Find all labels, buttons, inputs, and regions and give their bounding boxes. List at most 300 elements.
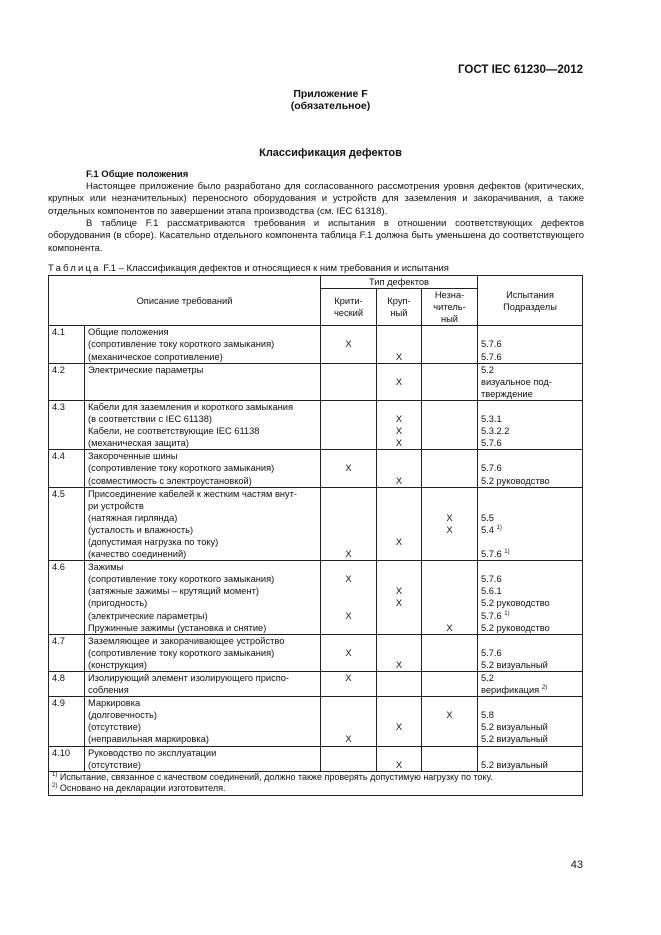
test-reference — [481, 697, 579, 709]
table-caption-text: F.1 – Классификация дефектов и относящиеся к ним требования и испытания — [100, 263, 449, 274]
test-reference — [481, 585, 579, 597]
critical-mark — [324, 721, 373, 733]
requirement-line-text: Кабели для заземления и короткого замыкания — [88, 401, 294, 412]
requirement-line — [88, 425, 317, 437]
critical-mark — [324, 759, 373, 771]
requirement-line — [88, 597, 317, 609]
minor-mark — [425, 733, 474, 745]
requirement-line — [88, 659, 317, 671]
requirement-line — [88, 401, 317, 413]
table-row — [49, 697, 583, 746]
requirement-cell — [85, 363, 321, 400]
requirement-line — [88, 500, 317, 512]
requirement-line-text: Закороченные шины — [88, 451, 178, 462]
test-reference-text: 5.8 — [481, 710, 494, 721]
header-minor-line: читель- — [433, 302, 466, 313]
major-mark — [380, 462, 418, 474]
critical-mark — [324, 747, 373, 759]
table-row — [49, 450, 583, 487]
test-reference-text: 5.7.6 — [481, 574, 502, 585]
major-mark — [380, 548, 418, 560]
subsection-title: F.1 Общие положения — [86, 169, 189, 180]
requirement-line-text: Пружинные зажимы (установка и снятие) — [88, 622, 267, 633]
minor-mark — [425, 635, 474, 647]
test-reference — [481, 338, 579, 350]
major-mark-text: X — [395, 351, 403, 362]
major-mark — [380, 413, 418, 425]
minor-mark — [425, 500, 474, 512]
minor-mark — [425, 475, 474, 487]
minor-mark — [425, 597, 474, 609]
test-reference — [481, 425, 579, 437]
major-mark — [380, 721, 418, 733]
requirement-line — [88, 672, 317, 684]
tests-cell — [478, 363, 583, 400]
requirement-line-text: (сопротивление току короткого замыкания) — [88, 339, 275, 350]
major-mark — [380, 585, 418, 597]
major-mark — [380, 425, 418, 437]
header-minor-line: ный — [440, 314, 458, 325]
table-row — [49, 634, 583, 671]
test-reference — [481, 622, 579, 634]
section-number: 4.8 — [49, 672, 85, 697]
table-footnotes — [49, 771, 583, 795]
requirement-line — [88, 635, 317, 647]
requirement-line — [88, 488, 317, 500]
major-mark — [380, 376, 418, 388]
test-reference — [481, 647, 579, 659]
major-mark-text: X — [395, 376, 403, 387]
critical-mark — [324, 647, 373, 659]
test-reference-text: 5.7.6 — [481, 438, 502, 449]
test-reference-text: 5.7.6 — [481, 463, 502, 474]
requirement-cell — [85, 326, 321, 363]
footnote-mark: 2) — [52, 783, 58, 790]
major-mark — [380, 536, 418, 548]
requirement-line — [88, 561, 317, 573]
critical-mark — [324, 351, 373, 363]
requirement-line-text: (в соответствии с IEC 61138) — [88, 414, 213, 425]
test-reference — [481, 573, 579, 585]
test-reference-text: 5.2 — [481, 673, 494, 683]
major-mark — [380, 635, 418, 647]
tests-cell — [478, 697, 583, 746]
table-row — [49, 746, 583, 771]
requirement-line-text: Кабели, не соответствующие IEC 61138 — [88, 426, 260, 437]
minor-cell — [422, 487, 478, 561]
major-cell — [377, 561, 422, 635]
minor-mark-text: X — [446, 524, 453, 535]
critical-mark — [324, 413, 373, 425]
test-reference-text: 5.2 визуальный — [481, 722, 548, 733]
minor-mark — [425, 512, 474, 524]
requirement-line-text: (отсутствие) — [88, 722, 141, 733]
header-minor-line: Незна- — [434, 290, 465, 301]
requirement-line — [88, 326, 317, 338]
critical-mark — [324, 338, 373, 350]
section-number: 4.5 — [49, 487, 85, 561]
major-mark-text: X — [395, 414, 403, 425]
requirement-line-text: (неправильная маркировка) — [88, 734, 209, 745]
critical-mark — [324, 425, 373, 437]
critical-mark — [324, 622, 373, 634]
test-reference — [481, 561, 579, 573]
test-reference — [481, 376, 579, 388]
critical-mark — [324, 573, 373, 585]
test-reference-text: 5.7.6 — [481, 610, 502, 621]
major-mark-text: X — [395, 536, 403, 547]
table-row — [49, 326, 583, 363]
major-mark — [380, 388, 418, 400]
requirement-cell — [85, 400, 321, 449]
minor-mark — [425, 684, 474, 696]
critical-cell — [321, 746, 377, 771]
requirement-line-text: Присоединение кабелей к жестким частям внут- — [88, 488, 298, 499]
minor-mark — [425, 759, 474, 771]
test-reference-text: визуальное под- — [481, 376, 552, 387]
critical-mark-text: X — [345, 610, 352, 621]
footnote-reference: 1) — [504, 549, 510, 556]
major-mark — [380, 401, 418, 413]
header-critical — [321, 289, 377, 326]
minor-mark — [425, 401, 474, 413]
major-mark — [380, 647, 418, 659]
requirement-line-text: (механическая защита) — [88, 438, 189, 449]
test-reference — [481, 462, 579, 474]
requirement-line-text: Заземляющее и закорачивающее устройство — [88, 635, 285, 646]
requirement-line-text: (сопротивление току короткого замыкания) — [88, 574, 275, 585]
minor-mark — [425, 450, 474, 462]
minor-mark — [425, 462, 474, 474]
header-major-line: Круп- — [387, 296, 411, 307]
major-mark-text: X — [395, 759, 403, 770]
critical-mark-text: X — [345, 574, 352, 585]
minor-mark — [425, 622, 474, 634]
header-critical-line: ческий — [333, 308, 364, 319]
critical-mark — [324, 364, 373, 376]
minor-mark — [425, 610, 474, 622]
major-mark — [380, 733, 418, 745]
test-reference — [481, 326, 579, 338]
requirement-line-text: (долговечность) — [88, 710, 157, 721]
section-number: 4.4 — [49, 450, 85, 487]
test-reference — [481, 709, 579, 721]
minor-mark — [425, 351, 474, 363]
critical-mark-text: X — [345, 673, 352, 683]
requirement-line-text: (отсутствие) — [88, 759, 141, 770]
major-mark — [380, 488, 418, 500]
header-description: Описание требований — [49, 276, 321, 326]
minor-cell — [422, 450, 478, 487]
test-reference — [481, 597, 579, 609]
requirement-line — [88, 747, 317, 759]
requirement-line — [88, 709, 317, 721]
test-reference — [481, 437, 579, 449]
major-cell — [377, 487, 422, 561]
footnote-text: Испытание, связанное с качеством соединений, должно также проверять допустимую нагрузку по току. — [57, 771, 493, 782]
minor-cell — [422, 326, 478, 363]
requirement-line-text: Общие положения — [88, 327, 169, 338]
requirement-line — [88, 376, 317, 388]
major-mark — [380, 684, 418, 696]
minor-mark — [425, 338, 474, 350]
major-mark-text: X — [395, 426, 403, 437]
major-cell — [377, 746, 422, 771]
requirement-line-text: (затяжные зажимы – крутящий момент) — [88, 586, 259, 597]
major-cell — [377, 326, 422, 363]
requirement-line-text: (качество соединений) — [88, 549, 187, 560]
critical-mark — [324, 388, 373, 400]
major-mark — [380, 512, 418, 524]
tests-cell — [478, 672, 583, 697]
critical-mark — [324, 462, 373, 474]
requirement-line — [88, 647, 317, 659]
test-reference — [481, 388, 579, 400]
header-defect-type: Тип дефектов — [321, 276, 478, 289]
critical-mark — [324, 709, 373, 721]
critical-mark — [324, 610, 373, 622]
minor-mark — [425, 364, 474, 376]
header-tests-line: Подразделы — [503, 301, 557, 312]
test-reference — [481, 659, 579, 671]
section-number: 4.3 — [49, 400, 85, 449]
requirement-line — [88, 684, 317, 696]
major-mark — [380, 364, 418, 376]
critical-mark — [324, 437, 373, 449]
test-reference — [481, 488, 579, 500]
minor-mark — [425, 413, 474, 425]
test-reference — [481, 684, 579, 696]
requirement-line — [88, 388, 317, 400]
critical-mark — [324, 475, 373, 487]
major-cell — [377, 400, 422, 449]
section-number: 4.9 — [49, 697, 85, 746]
major-cell — [377, 363, 422, 400]
major-mark — [380, 338, 418, 350]
critical-cell — [321, 450, 377, 487]
critical-mark — [324, 401, 373, 413]
tests-cell — [478, 746, 583, 771]
major-mark-text: X — [395, 722, 403, 733]
tests-cell — [478, 487, 583, 561]
critical-mark — [324, 635, 373, 647]
minor-cell — [422, 634, 478, 671]
critical-mark-text: X — [345, 339, 352, 350]
test-reference — [481, 610, 579, 622]
footnote-reference: 1) — [496, 524, 502, 531]
minor-mark — [425, 647, 474, 659]
minor-cell — [422, 363, 478, 400]
major-mark — [380, 610, 418, 622]
table-caption — [48, 263, 449, 274]
major-mark — [380, 697, 418, 709]
minor-cell — [422, 400, 478, 449]
requirement-line-text: (конструкция) — [88, 659, 147, 670]
minor-mark — [425, 524, 474, 536]
header-minor — [422, 289, 478, 326]
critical-mark — [324, 488, 373, 500]
major-mark — [380, 672, 418, 684]
major-cell — [377, 450, 422, 487]
minor-cell — [422, 672, 478, 697]
footnote-reference: 2) — [541, 685, 548, 692]
header-major — [377, 289, 422, 326]
requirement-line-text: (пригодность) — [88, 598, 148, 609]
critical-mark — [324, 536, 373, 548]
table-row — [49, 672, 583, 697]
test-reference-text: 5.3.2.2 — [481, 426, 510, 437]
test-reference-text: верификация — [481, 685, 540, 696]
major-mark — [380, 351, 418, 363]
requirement-line-text: (натяжная гирлянда) — [88, 512, 178, 523]
major-mark — [380, 475, 418, 487]
minor-mark — [425, 548, 474, 560]
requirement-line-text: (совместимость с электроустановкой) — [88, 475, 252, 486]
requirement-line — [88, 733, 317, 745]
header-critical-line: Крити- — [334, 296, 363, 307]
critical-cell — [321, 487, 377, 561]
test-reference — [481, 759, 579, 771]
footnote-text: Основано на декларации изготовителя. — [57, 783, 226, 794]
requirement-cell — [85, 672, 321, 697]
critical-mark — [324, 548, 373, 560]
major-cell — [377, 697, 422, 746]
minor-mark — [425, 425, 474, 437]
minor-mark — [425, 561, 474, 573]
page-number: 43 — [570, 859, 583, 871]
test-reference — [481, 548, 579, 560]
requirement-line — [88, 413, 317, 425]
major-mark — [380, 573, 418, 585]
footnote — [52, 772, 579, 784]
requirement-cell — [85, 634, 321, 671]
requirement-line-text: Изолирующий элемент изолирующего приспо- — [88, 673, 290, 683]
section-number: 4.7 — [49, 634, 85, 671]
header-tests-line: Испытания — [506, 289, 554, 300]
critical-cell — [321, 672, 377, 697]
requirement-line — [88, 610, 317, 622]
minor-mark — [425, 376, 474, 388]
test-reference — [481, 747, 579, 759]
critical-mark — [324, 512, 373, 524]
minor-mark — [425, 697, 474, 709]
requirement-line — [88, 437, 317, 449]
critical-mark — [324, 500, 373, 512]
critical-cell — [321, 697, 377, 746]
major-mark — [380, 500, 418, 512]
test-reference-text: 5.2 визуальный — [481, 759, 548, 770]
requirement-line-text: Руководство по эксплуатации — [88, 747, 217, 758]
requirement-line — [88, 548, 317, 560]
tests-cell — [478, 561, 583, 635]
major-cell — [377, 672, 422, 697]
test-reference-text: 5.2 — [481, 364, 494, 375]
header-major-line: ный — [390, 308, 408, 319]
major-cell — [377, 634, 422, 671]
requirement-line-text: (электрические параметры) — [88, 610, 208, 621]
table-body — [49, 326, 583, 771]
section-number: 4.1 — [49, 326, 85, 363]
requirement-cell — [85, 487, 321, 561]
minor-mark-text: X — [446, 710, 453, 721]
requirement-line — [88, 573, 317, 585]
requirement-line-text: (допустимая нагрузка по току) — [88, 536, 219, 547]
minor-cell — [422, 746, 478, 771]
tests-cell — [478, 450, 583, 487]
section-number: 4.6 — [49, 561, 85, 635]
minor-mark — [425, 747, 474, 759]
minor-cell — [422, 697, 478, 746]
standard-header: ГОСТ IEC 61230—2012 — [458, 64, 583, 76]
minor-cell — [422, 561, 478, 635]
critical-mark-text: X — [345, 549, 352, 560]
test-reference-text: 5.2 руководство — [481, 475, 550, 486]
requirement-line — [88, 536, 317, 548]
requirement-cell — [85, 746, 321, 771]
test-reference — [481, 364, 579, 376]
major-mark — [380, 524, 418, 536]
critical-mark-text: X — [345, 647, 352, 658]
requirement-line — [88, 524, 317, 536]
minor-mark — [425, 721, 474, 733]
tests-cell — [478, 326, 583, 363]
appendix-status: (обязательное) — [290, 100, 371, 112]
tests-cell — [478, 634, 583, 671]
critical-mark — [324, 733, 373, 745]
test-reference — [481, 351, 579, 363]
major-mark — [380, 326, 418, 338]
test-reference — [481, 721, 579, 733]
test-reference — [481, 401, 579, 413]
table-row — [49, 561, 583, 635]
requirement-line — [88, 450, 317, 462]
minor-mark — [425, 326, 474, 338]
requirement-line — [88, 512, 317, 524]
requirement-cell — [85, 697, 321, 746]
major-mark — [380, 437, 418, 449]
major-mark-text: X — [395, 475, 403, 486]
table-caption-prefix: Таблица — [48, 263, 101, 274]
minor-mark — [425, 573, 474, 585]
requirement-line-text: (усталость и влажность) — [88, 524, 194, 535]
test-reference-text: 5.7.6 — [481, 647, 502, 658]
requirement-line-text: (механическое сопротивление) — [88, 351, 223, 362]
major-mark — [380, 622, 418, 634]
test-reference-text: 5.2 руководство — [481, 598, 550, 609]
requirement-cell — [85, 450, 321, 487]
minor-mark — [425, 488, 474, 500]
section-number: 4.10 — [49, 746, 85, 771]
test-reference — [481, 524, 579, 536]
test-reference-text: 5.2 руководство — [481, 622, 550, 633]
requirement-line-text: собления — [88, 685, 129, 696]
minor-mark-text: X — [446, 512, 453, 523]
test-reference-text: 5.6.1 — [481, 586, 502, 597]
minor-mark — [425, 709, 474, 721]
test-reference-text: 5.7.6 — [481, 549, 502, 560]
section-number: 4.2 — [49, 363, 85, 400]
requirement-line — [88, 462, 317, 474]
critical-mark — [324, 697, 373, 709]
test-reference-text: 5.7.6 — [481, 351, 502, 362]
tests-cell — [478, 400, 583, 449]
critical-mark-text: X — [345, 463, 352, 474]
minor-mark — [425, 659, 474, 671]
requirement-line-text: (сопротивление току короткого замыкания) — [88, 647, 275, 658]
critical-mark — [324, 561, 373, 573]
paragraph-intro: Настоящее приложение было разработано для согласованного рассмотрения уровня дефектов (критических, крупных или незначительных) переносного оборудования и устройств для заземления и закорачивания, а также отдельных компонентов по завершении этапа производства (см. IEC 61318). — [48, 181, 584, 217]
paragraph-table-scope: В таблице F.1 рассматриваются требования и испытания в отношении соответствующих дефектов оборудования (в сборе). Касательно отдельного компонента таблица F.1 должна быть уменьшена до соответствующего компонента. — [48, 218, 584, 254]
